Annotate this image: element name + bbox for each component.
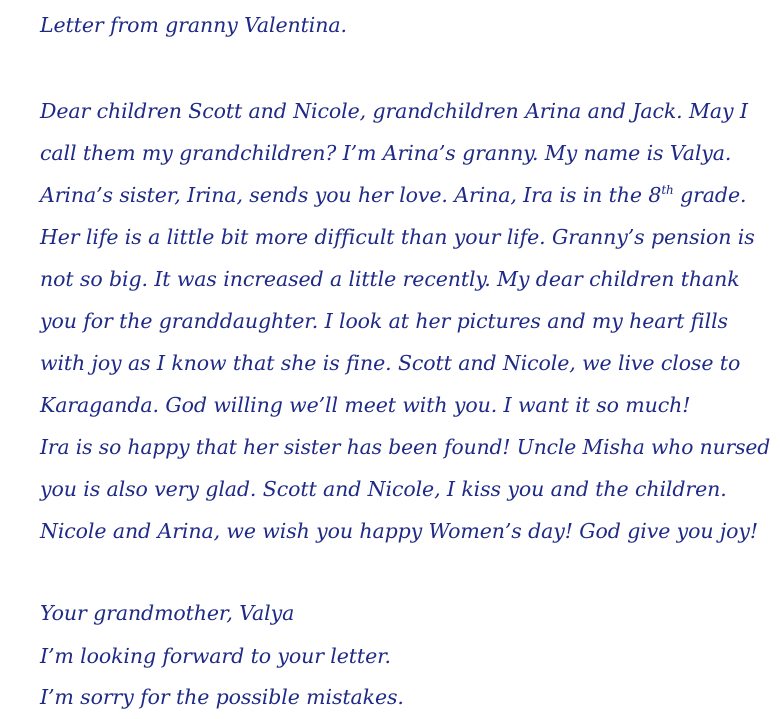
letter-line-2: call them my grandchildren? I’m Arina’s granny. My name is Valya. <box>40 141 732 165</box>
signature-line-2: I’m looking forward to your letter. <box>40 644 391 668</box>
letter-line-3-text: Arina’s sister, Irina, sends you her love. Arina, Ira is in the 8 <box>40 183 662 207</box>
letter-line-11: Nicole and Arina, we wish you happy Women’s day! God give you joy! <box>40 519 759 543</box>
signature-line-1: Your grandmother, Valya <box>40 601 295 625</box>
letter-line-7: with joy as I know that she is fine. Scott and Nicole, we live close to <box>40 351 741 375</box>
letter-line-3-end: grade. <box>673 183 747 207</box>
letter-line-9: Ira is so happy that her sister has been found! Uncle Misha who nursed <box>40 435 771 459</box>
signature-line-3: I’m sorry for the possible mistakes. <box>40 685 404 709</box>
letter-title: Letter from granny Valentina. <box>40 13 347 37</box>
letter-line-8: Karaganda. God willing we’ll meet with you. I want it so much! <box>40 393 691 417</box>
letter-line-5: not so big. It was increased a little recently. My dear children thank <box>40 267 740 291</box>
letter-line-10: you is also very glad. Scott and Nicole, I kiss you and the children. <box>40 477 727 501</box>
letter-line-6: you for the granddaughter. I look at her pictures and my heart fills <box>40 309 728 333</box>
letter-line-4: Her life is a little bit more difficult than your life. Granny’s pension is <box>40 225 755 249</box>
ordinal-suffix: th <box>661 183 674 198</box>
letter-line-1: Dear children Scott and Nicole, grandchildren Arina and Jack. May I <box>40 99 748 123</box>
letter-line-3 <box>40 182 746 208</box>
